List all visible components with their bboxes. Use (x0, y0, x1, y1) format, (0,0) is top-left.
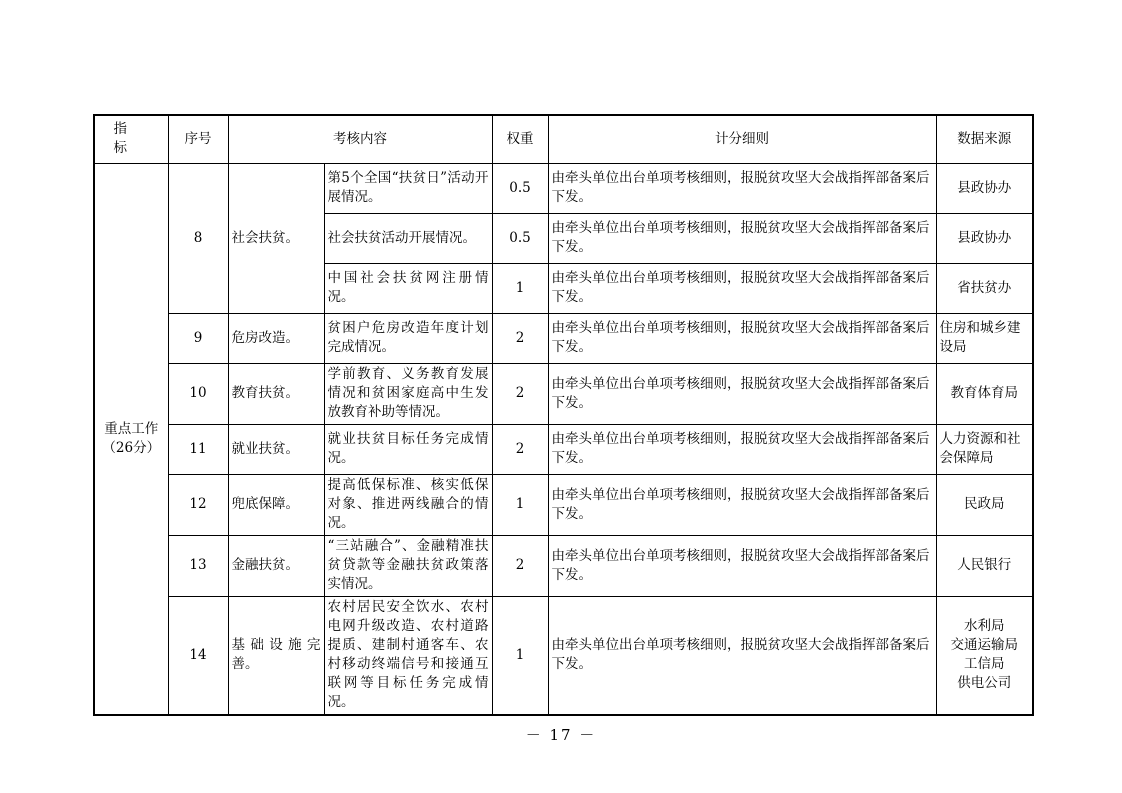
detail-cell: 学前教育、义务教育发展情况和贫困家庭高中生发放教育补助等情况。 (324, 363, 492, 424)
scoring-cell: 由牵头单位出台单项考核细则，报脱贫攻坚大会战指挥部备案后下发。 (548, 535, 936, 596)
seq-cell: 12 (168, 474, 228, 535)
header-indicator: 指 标 (94, 115, 168, 163)
source-cell: 省扶贫办 (936, 263, 1033, 313)
scoring-cell: 由牵头单位出台单项考核细则，报脱贫攻坚大会战指挥部备案后下发。 (548, 424, 936, 474)
weight-cell: 1 (492, 474, 548, 535)
seq-cell: 11 (168, 424, 228, 474)
detail-cell: 社会扶贫活动开展情况。 (324, 213, 492, 263)
detail-cell: 就业扶贫目标任务完成情况。 (324, 424, 492, 474)
assessment-table (93, 114, 1034, 716)
header-content: 考核内容 (228, 115, 492, 163)
category-name: 重点工作 (104, 420, 159, 437)
scoring-cell: 由牵头单位出台单项考核细则，报脱贫攻坚大会战指挥部备案后下发。 (548, 163, 936, 213)
item-cell: 兜底保障。 (228, 474, 324, 535)
item-cell: 危房改造。 (228, 313, 324, 363)
detail-cell: 中国社会扶贫网注册情况。 (324, 263, 492, 313)
source-line: 交通运输局 (950, 637, 1018, 654)
scoring-cell: 由牵头单位出台单项考核细则，报脱贫攻坚大会战指挥部备案后下发。 (548, 313, 936, 363)
weight-cell: 2 (492, 313, 548, 363)
source-cell: 县政协办 (936, 213, 1033, 263)
header-scoring: 计分细则 (548, 115, 936, 163)
detail-cell: 提高低保标准、核实低保对象、推进两线融合的情况。 (324, 474, 492, 535)
scoring-cell: 由牵头单位出台单项考核细则，报脱贫攻坚大会战指挥部备案后下发。 (548, 474, 936, 535)
table-row (94, 535, 1033, 596)
header-weight: 权重 (492, 115, 548, 163)
source-line: 供电公司 (957, 675, 1012, 692)
page-number: － 17 － (525, 726, 597, 744)
category-cell (94, 163, 168, 715)
category-score: （26分） (102, 439, 161, 456)
header-seq: 序号 (168, 115, 228, 163)
table-row (94, 163, 1033, 213)
detail-cell: 第5个全国“扶贫日”活动开展情况。 (324, 163, 492, 213)
table-row (94, 313, 1033, 363)
weight-cell: 2 (492, 424, 548, 474)
seq-cell: 9 (168, 313, 228, 363)
item-cell: 就业扶贫。 (228, 424, 324, 474)
weight-cell: 1 (492, 263, 548, 313)
scoring-cell: 由牵头单位出台单项考核细则，报脱贫攻坚大会战指挥部备案后下发。 (548, 363, 936, 424)
table-row (94, 363, 1033, 424)
item-cell: 教育扶贫。 (228, 363, 324, 424)
scoring-cell: 由牵头单位出台单项考核细则，报脱贫攻坚大会战指挥部备案后下发。 (548, 263, 936, 313)
source-cell: 民政局 (936, 474, 1033, 535)
table-row (94, 424, 1033, 474)
seq-cell: 14 (168, 596, 228, 715)
weight-cell: 0.5 (492, 213, 548, 263)
item-cell: 金融扶贫。 (228, 535, 324, 596)
source-cell: 人力资源和社会保障局 (936, 424, 1033, 474)
source-cell: 人民银行 (936, 535, 1033, 596)
source-line: 工信局 (964, 656, 1005, 673)
weight-cell: 2 (492, 363, 548, 424)
scoring-cell: 由牵头单位出台单项考核细则，报脱贫攻坚大会战指挥部备案后下发。 (548, 596, 936, 715)
seq-cell: 13 (168, 535, 228, 596)
header-source: 数据来源 (936, 115, 1033, 163)
source-cell: 教育体育局 (936, 363, 1033, 424)
detail-cell: “三站融合”、金融精准扶贫贷款等金融扶贫政策落实情况。 (324, 535, 492, 596)
weight-cell: 2 (492, 535, 548, 596)
source-line: 水利局 (964, 618, 1005, 635)
scoring-cell: 由牵头单位出台单项考核细则，报脱贫攻坚大会战指挥部备案后下发。 (548, 213, 936, 263)
source-cell (936, 596, 1033, 715)
source-cell: 县政协办 (936, 163, 1033, 213)
table-row (94, 474, 1033, 535)
item-cell: 基础设施完善。 (228, 596, 324, 715)
source-cell: 住房和城乡建设局 (936, 313, 1033, 363)
seq-cell: 8 (168, 163, 228, 313)
weight-cell: 1 (492, 596, 548, 715)
seq-cell: 10 (168, 363, 228, 424)
detail-cell: 农村居民安全饮水、农村电网升级改造、农村道路提质、建制村通客车、农村移动终端信号和接通互联网等目标任务完成情况。 (324, 596, 492, 715)
table-header-row (94, 115, 1033, 163)
table-row (94, 596, 1033, 715)
detail-cell: 贫困户危房改造年度计划完成情况。 (324, 313, 492, 363)
item-cell: 社会扶贫。 (228, 163, 324, 313)
weight-cell: 0.5 (492, 163, 548, 213)
